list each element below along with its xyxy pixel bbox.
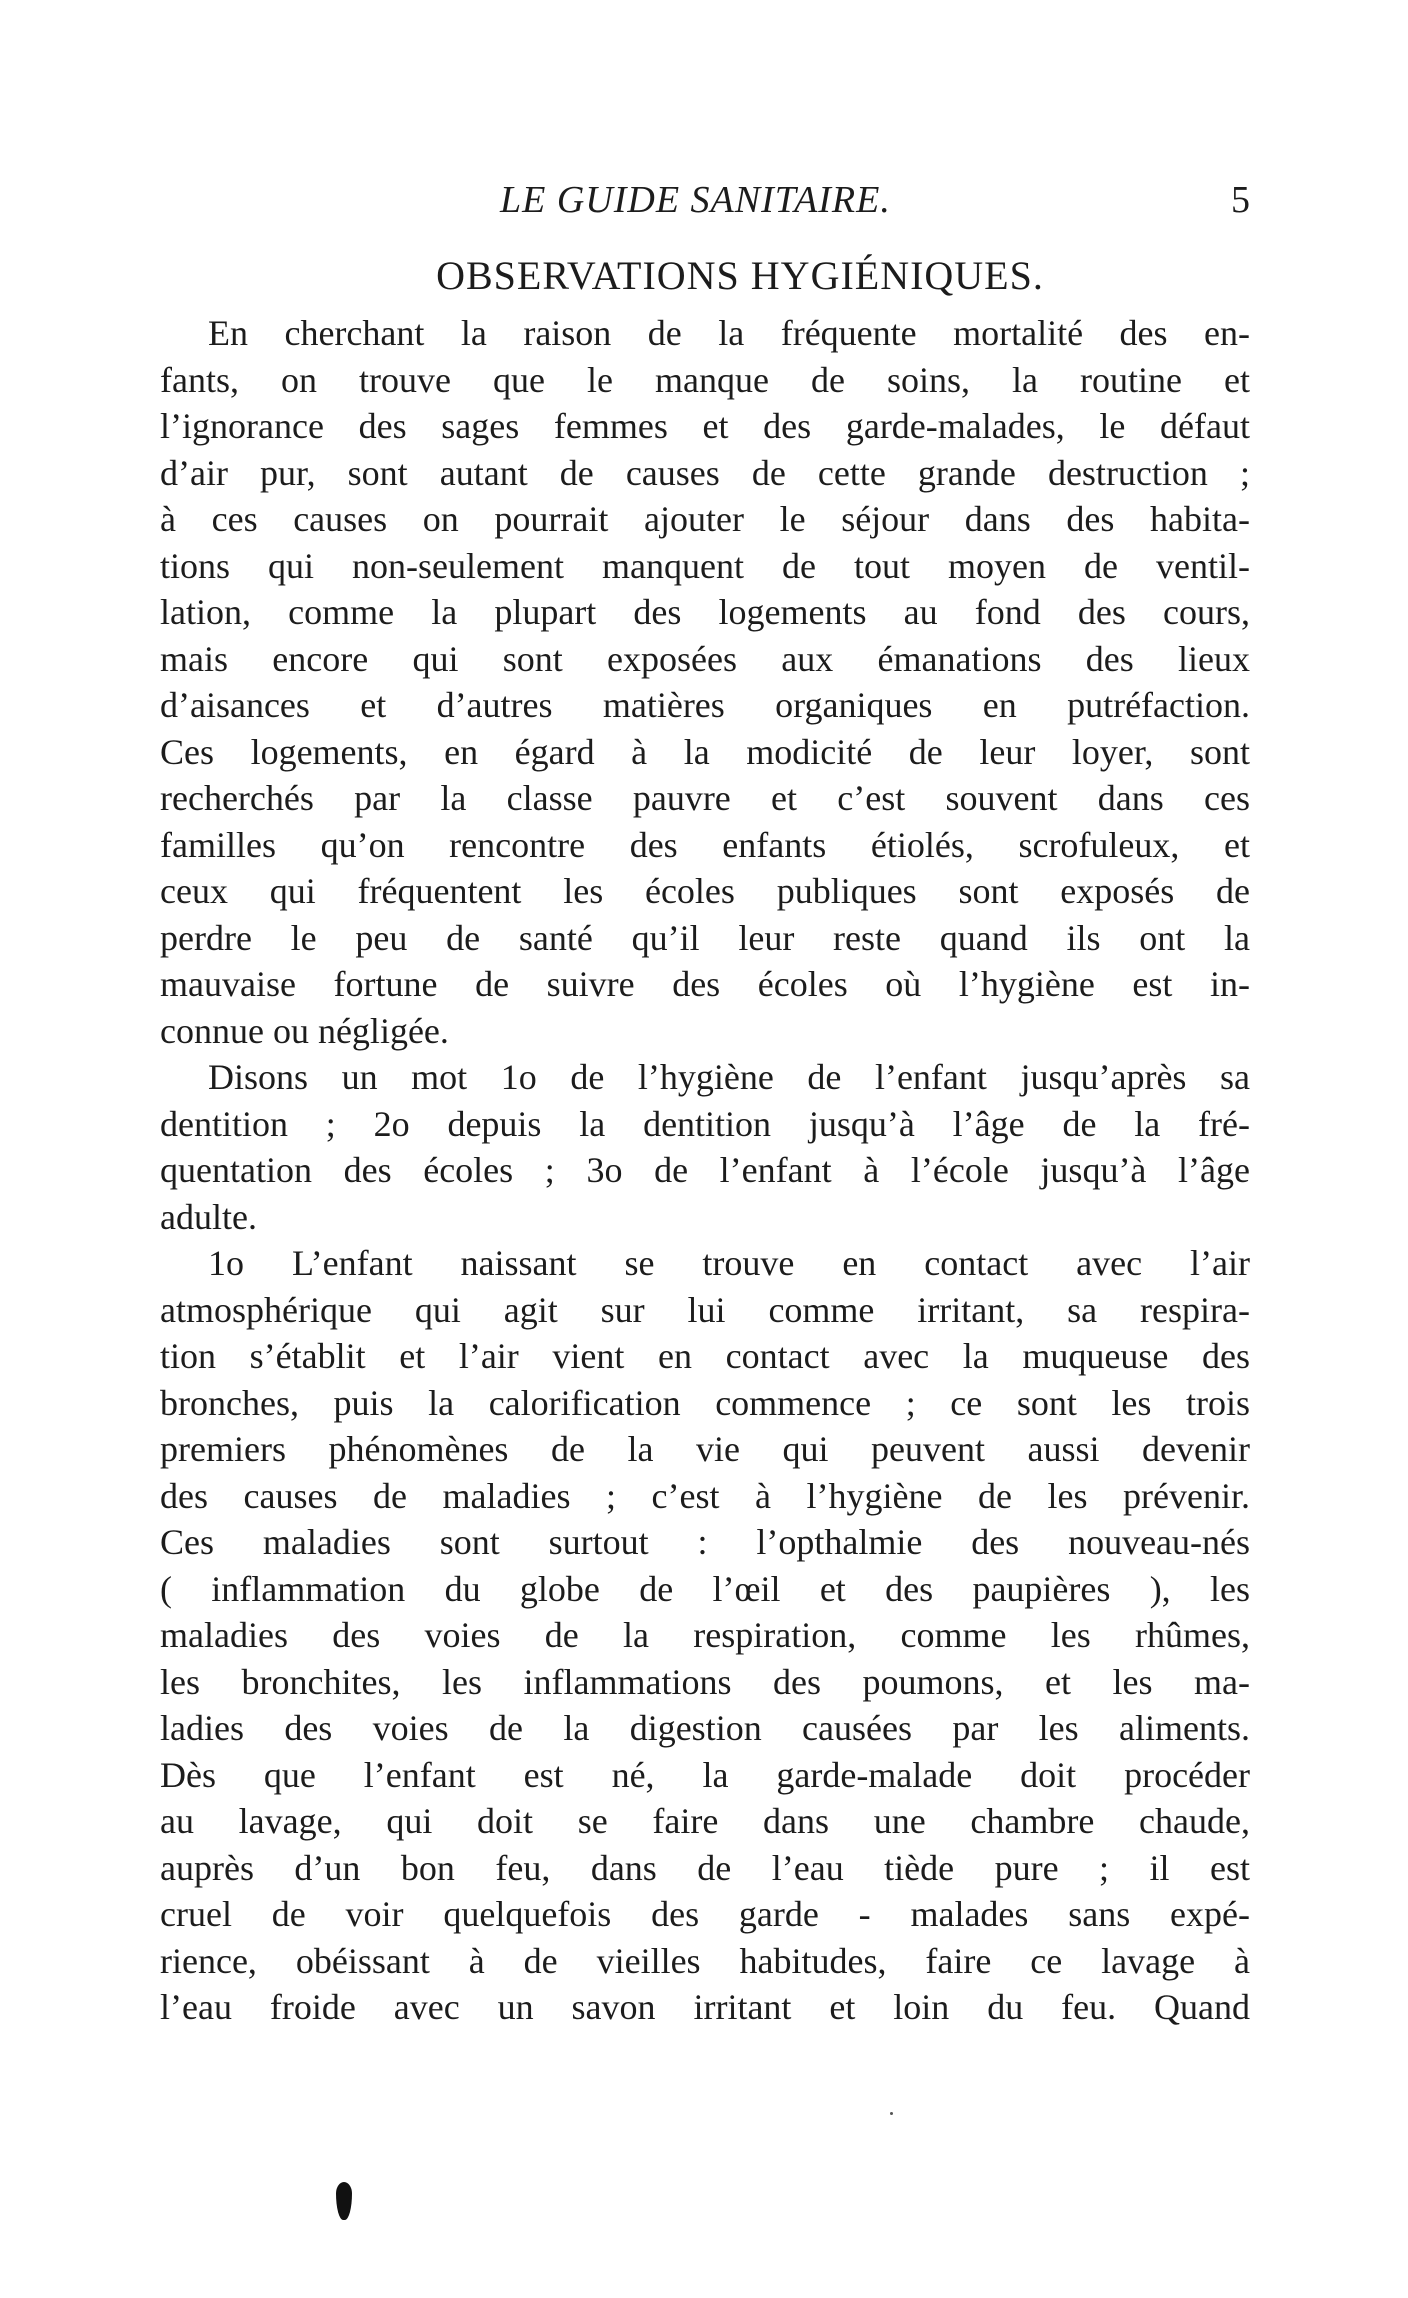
section-heading: OBSERVATIONS HYGIÉNIQUES.: [436, 253, 1044, 298]
text-line: fants, on trouve que le manque de soins, la routine et: [160, 359, 1250, 400]
running-head: [160, 178, 1250, 228]
text-line: 1o L’enfant naissant se trouve en contact avec l’air: [208, 1243, 1250, 1283]
text-line: adulte.: [160, 1196, 257, 1237]
text-line: mauvaise fortune de suivre des écoles où l’hygiène est in-: [160, 964, 1250, 1004]
text-line: Disons un mot 1o de l’hygiène de l’enfant jusqu’après sa: [208, 1057, 1250, 1097]
running-title: LE GUIDE SANITAIRE.: [500, 179, 891, 221]
text-line: recherchés par la classe pauvre et c’est souvent dans ces: [160, 778, 1250, 818]
text-line: quentation des écoles ; 3o de l’enfant à l’école jusqu’à l’âge: [160, 1150, 1250, 1190]
text-line: à ces causes on pourrait ajouter le séjour dans des habita-: [160, 499, 1250, 539]
text-line: familles qu’on rencontre des enfants étiolés, scrofuleux, et: [160, 824, 1250, 865]
text-line: des causes de maladies ; c’est à l’hygiène de les prévenir.: [160, 1475, 1250, 1516]
text-line: tions qui non-seulement manquent de tout moyen de ventil-: [160, 545, 1250, 586]
text-line: mais encore qui sont exposées aux émanations des lieux: [160, 638, 1250, 679]
text-line: Ces maladies sont surtout : l’opthalmie des nouveau-nés: [160, 1522, 1250, 1562]
text-line: dentition ; 2o depuis la dentition jusqu’à l’âge de la fré-: [160, 1103, 1250, 1144]
text-line: perdre le peu de santé qu’il leur reste quand ils ont la: [160, 917, 1250, 958]
page-number: 5: [1231, 179, 1250, 221]
text-line: d’aisances et d’autres matières organiques en putréfaction.: [160, 685, 1250, 725]
text-line: au lavage, qui doit se faire dans une chambre chaude,: [160, 1801, 1250, 1841]
ink-blot-mark: [336, 2182, 352, 2220]
text-line: connue ou négligée.: [160, 1010, 449, 1051]
text-line: bronches, puis la calorification commence ; ce sont les trois: [160, 1382, 1250, 1423]
text-line: l’eau froide avec un savon irritant et loin du feu. Quand: [160, 1987, 1250, 2027]
text-line: En cherchant la raison de la fréquente mortalité des en-: [208, 313, 1250, 353]
text-line: premiers phénomènes de la vie qui peuvent aussi devenir: [160, 1429, 1250, 1469]
text-line: d’air pur, sont autant de causes de cette grande destruction ;: [160, 452, 1250, 493]
paper-speck: [890, 2112, 893, 2115]
text-line: ladies des voies de la digestion causées par les aliments.: [160, 1708, 1250, 1748]
body-text: [160, 310, 1250, 2031]
text-line: l’ignorance des sages femmes et des garde-malades, le défaut: [160, 406, 1250, 446]
text-line: atmosphérique qui agit sur lui comme irritant, sa respira-: [160, 1289, 1250, 1330]
text-line: auprès d’un bon feu, dans de l’eau tiède pure ; il est: [160, 1847, 1250, 1888]
text-line: maladies des voies de la respiration, comme les rhûmes,: [160, 1615, 1250, 1655]
text-line: tion s’établit et l’air vient en contact avec la muqueuse des: [160, 1336, 1250, 1376]
text-line: Dès que l’enfant est né, la garde-malade doit procéder: [160, 1754, 1250, 1795]
text-line: rience, obéissant à de vieilles habitudes, faire ce lavage à: [160, 1940, 1250, 1981]
text-line: lation, comme la plupart des logements au fond des cours,: [160, 592, 1250, 632]
text-line: ceux qui fréquentent les écoles publiques sont exposés de: [160, 871, 1250, 911]
text-line: les bronchites, les inflammations des poumons, et les ma-: [160, 1661, 1250, 1702]
text-line: ( inflammation du globe de l’œil et des paupières ), les: [160, 1568, 1250, 1609]
text-line: cruel de voir quelquefois des garde - malades sans expé-: [160, 1894, 1250, 1934]
text-line: Ces logements, en égard à la modicité de leur loyer, sont: [160, 731, 1250, 772]
